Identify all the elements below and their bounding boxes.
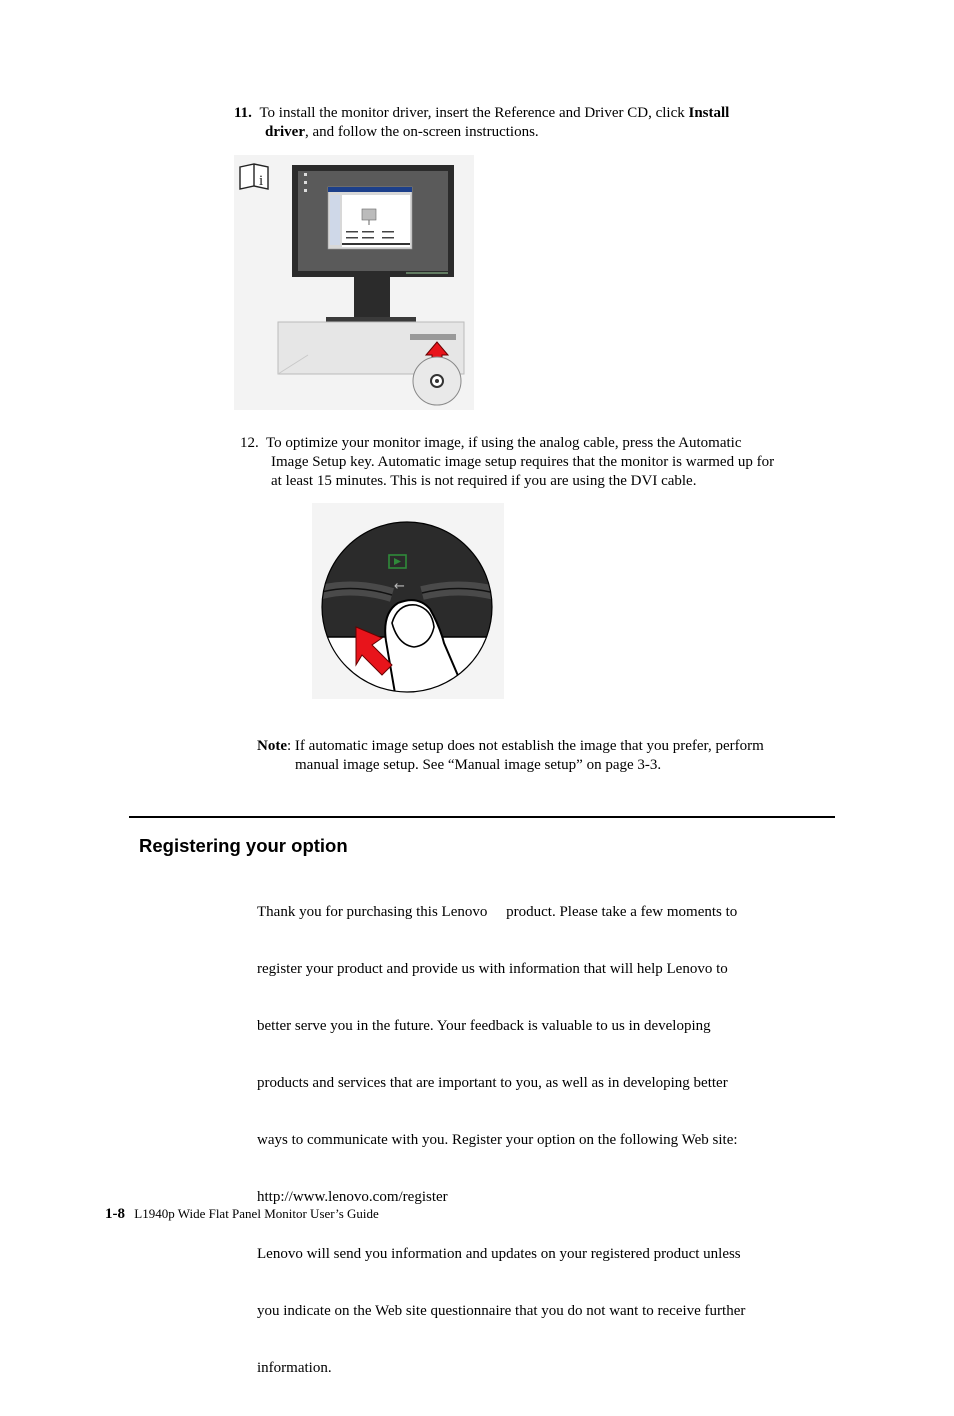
step-11-text: To install the monitor driver, insert the Reference and Driver CD, click [259, 105, 685, 121]
note-label: Note [257, 738, 287, 754]
step-11-bold-driver: driver [265, 124, 305, 140]
section-line: you indicate on the Web site questionnaire that you do not want to receive further [257, 1303, 746, 1319]
section-line: Lenovo will send you information and updates on your registered product unless [257, 1246, 741, 1262]
section-line: information. [257, 1360, 332, 1376]
step-12-number: 12. [240, 435, 259, 451]
auto-setup-button-illustration [312, 503, 504, 699]
section-line: ways to communicate with you. Register your option on the following Web site: [257, 1132, 738, 1148]
step-12 [240, 434, 850, 491]
svg-text:←: ← [394, 579, 405, 594]
monitor-cd-illustration [234, 155, 474, 410]
section-line: products and services that are important to you, as well as in developing better [257, 1075, 728, 1091]
step-11-text-after: , and follow the on-screen instructions. [304, 124, 539, 140]
note-line-1: : If automatic image setup does not establish the image that you prefer, perform [287, 738, 764, 754]
section-line: Thank you for purchasing this Lenovo product. Please take a few moments to [257, 904, 738, 920]
step-12-line-3: at least 15 minutes. This is not required if you are using the DVI cable. [271, 473, 697, 489]
section-divider [129, 816, 835, 818]
step-12-line-1: To optimize your monitor image, if using the analog cable, press the Automatic [265, 435, 742, 451]
register-url[interactable]: http://www.lenovo.com/register [257, 1189, 448, 1205]
step-11-number: 11. [234, 105, 252, 121]
page-number: 1-8 [105, 1206, 125, 1222]
svg-text:i: i [259, 173, 264, 189]
info-book-icon [240, 164, 268, 189]
section-line: register your product and provide us with information that will help Lenovo to [257, 961, 728, 977]
section-line: better serve you in the future. Your feedback is valuable to us in developing [257, 1018, 711, 1034]
note-line-2: manual image setup. See “Manual image setup” on page 3-3. [295, 757, 662, 773]
note [257, 737, 857, 775]
section-body [257, 865, 857, 1416]
step-11 [234, 104, 834, 142]
page-footer [105, 1206, 379, 1223]
cd-icon [413, 357, 461, 405]
step-12-line-2: Image Setup key. Automatic image setup requires that the monitor is warmed up for [271, 454, 775, 470]
step-11-bold-install: Install [688, 105, 730, 121]
section-title: Registering your option [139, 835, 348, 856]
footer-title: L1940p Wide Flat Panel Monitor User’s Guide [134, 1206, 379, 1221]
